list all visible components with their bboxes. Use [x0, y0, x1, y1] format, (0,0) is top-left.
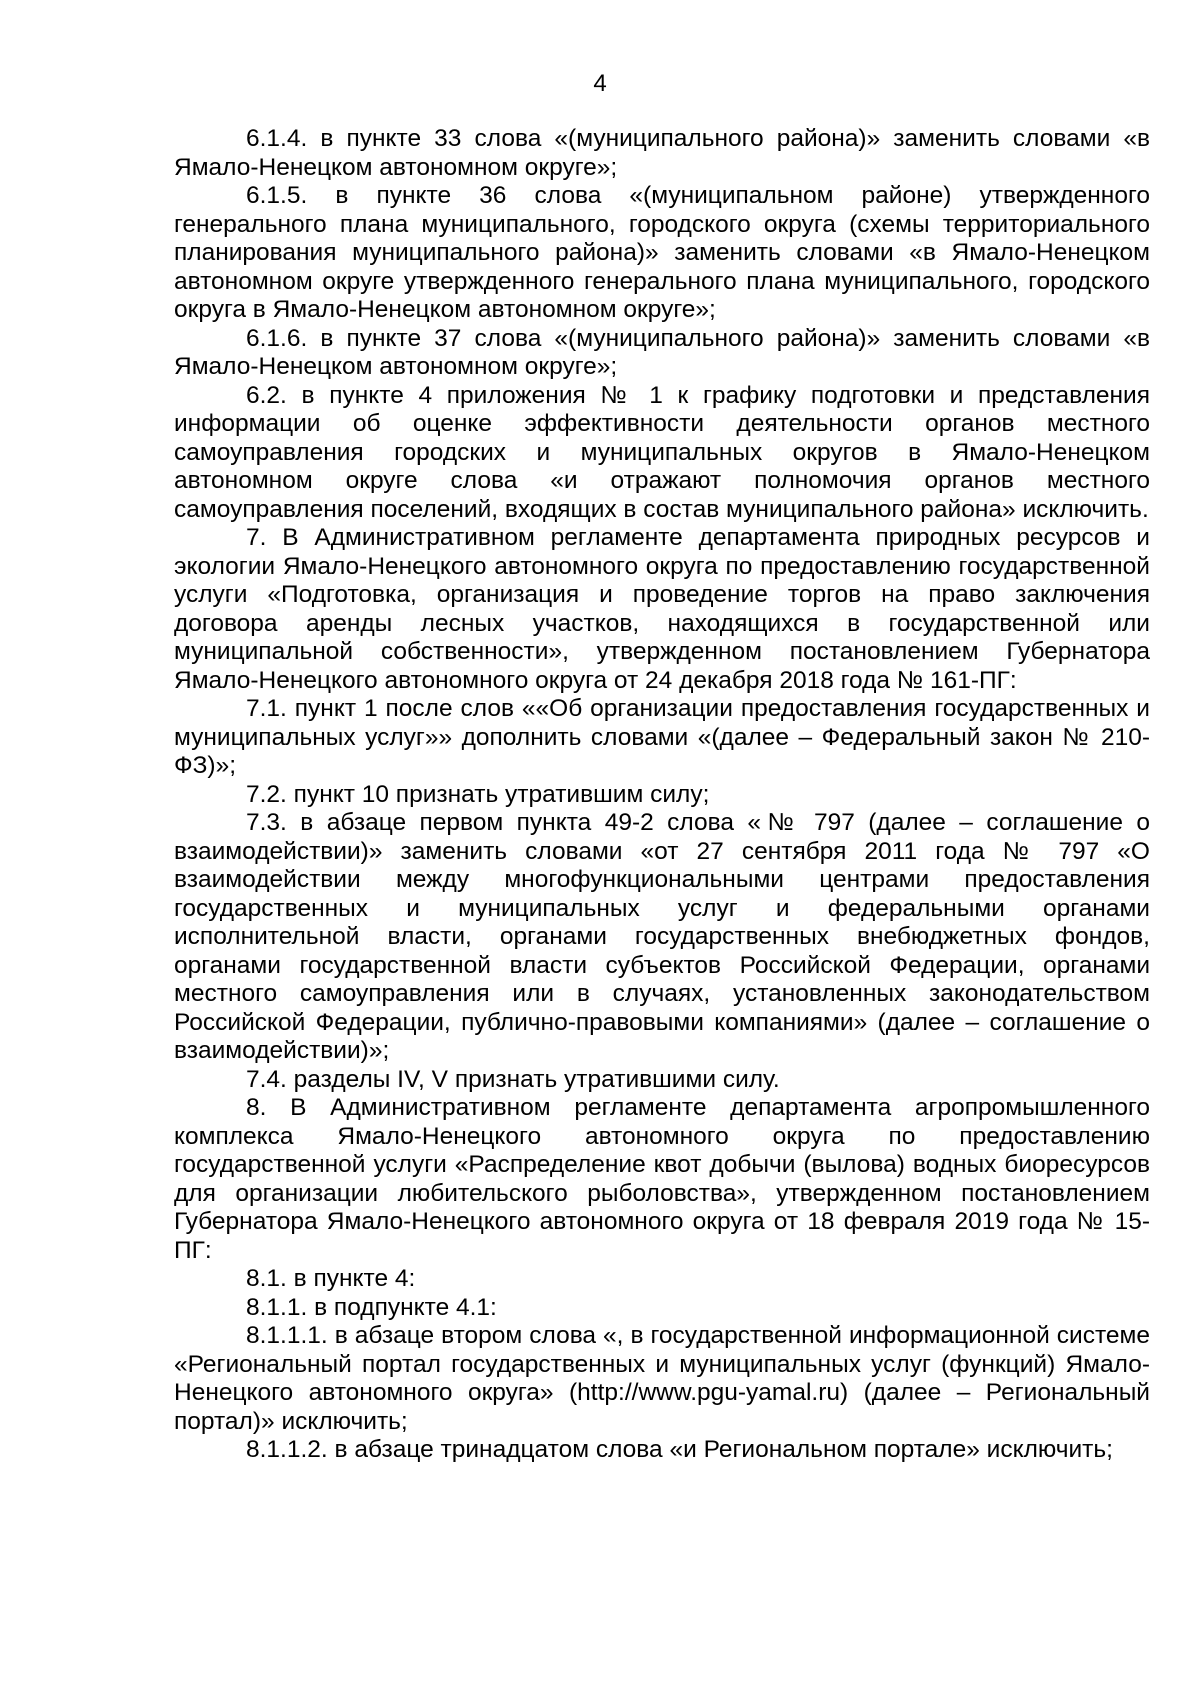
- paragraph-8-1-1-2: 8.1.1.2. в абзаце тринадцатом слова «и Региональном портале» исключить;: [246, 1436, 1113, 1463]
- paragraph-6-1-4: 6.1.4. в пункте 33 слова «(муниципального района)» заменить словами «в Ямало-Ненецком автономном округе»;: [174, 125, 1150, 181]
- paragraph-7-4: 7.4. разделы IV, V признать утратившими силу.: [246, 1065, 780, 1093]
- paragraph-8: 8. В Административном регламенте департамента агропромышленного комплекса Ямало-Ненецкого автономного округа по предоставлению государственной услуги «Распределение квот добычи (вылова) водных биоресурсов для организации любительского рыболовства», утвержденном постановлением Губернатора Ямало-Ненецкого автономного округа от 18 февраля 2019 года № 15-ПГ:: [174, 1094, 1150, 1264]
- document-body: [174, 125, 1150, 1465]
- paragraph-7-1: 7.1. пункт 1 после слов ««Об организации предоставления государственных и муниципальных услуг»» дополнить словами «(далее – Федеральный закон № 210-ФЗ)»;: [174, 695, 1150, 779]
- paragraph-6-1-6: 6.1.6. в пункте 37 слова «(муниципального района)» заменить словами «в Ямало-Ненецком автономном округе»;: [174, 324, 1150, 380]
- paragraph-7-3: 7.3. в абзаце первом пункта 49-2 слова «№ 797 (далее – соглашение о взаимодействии)» заменить словами «от 27 сентября 2011 года № 797 «О взаимодействии между многофункциональными центрами предоставления государственных и муниципальных услуг и федеральными органами исполнительной власти, органами государственных внебюджетных фондов, органами государственной власти субъектов Российской Федерации, органами местного самоуправления или в случаях, установленных законодательством Российской Федерации, публично-правовыми компаниями» (далее – соглашение о взаимодействии)»;: [174, 809, 1150, 1064]
- paragraph-7: 7. В Административном регламенте департамента природных ресурсов и экологии Ямало-Ненецкого автономного округа по предоставлению государственной услуги «Подготовка, организация и проведение торгов на право заключения договора аренды лесных участков, находящихся в государственной или муниципальной собственности», утвержденном постановлением Губернатора Ямало-Ненецкого автономного округа от 24 декабря 2018 года № 161-ПГ:: [174, 524, 1150, 694]
- paragraph-6-1-5: 6.1.5. в пункте 36 слова «(муниципальном районе) утвержденного генерального плана муниципального, городского округа (схемы территориального планирования муниципального района)» заменить словами «в Ямало-Ненецком автономном округе утвержденного генерального плана муниципального, городского округа в Ямало-Ненецком автономном округе»;: [174, 182, 1150, 323]
- paragraph-8-1-1-1: 8.1.1.1. в абзаце втором слова «, в государственной информационной системе «Региональный портал государственных и муниципальных услуг (функций) Ямало-Ненецкого автономного округа» (http://www.pgu-yamal.ru) (далее – Региональный портал)» исключить;: [174, 1322, 1150, 1435]
- paragraph-8-1: 8.1. в пункте 4:: [246, 1265, 416, 1292]
- paragraph-6-2: 6.2. в пункте 4 приложения № 1 к графику подготовки и представления информации об оценке эффективности деятельности органов местного самоуправления городских и муниципальных округов в Ямало-Ненецком автономном округе слова «и отражают полномочия органов местного самоуправления поселений, входящих в состав муниципального района» исключить.: [174, 381, 1150, 523]
- paragraph-8-1-1: 8.1.1. в подпункте 4.1:: [246, 1293, 497, 1321]
- paragraph-7-2: 7.2. пункт 10 признать утратившим силу;: [246, 780, 710, 808]
- page-number: 4: [593, 70, 607, 97]
